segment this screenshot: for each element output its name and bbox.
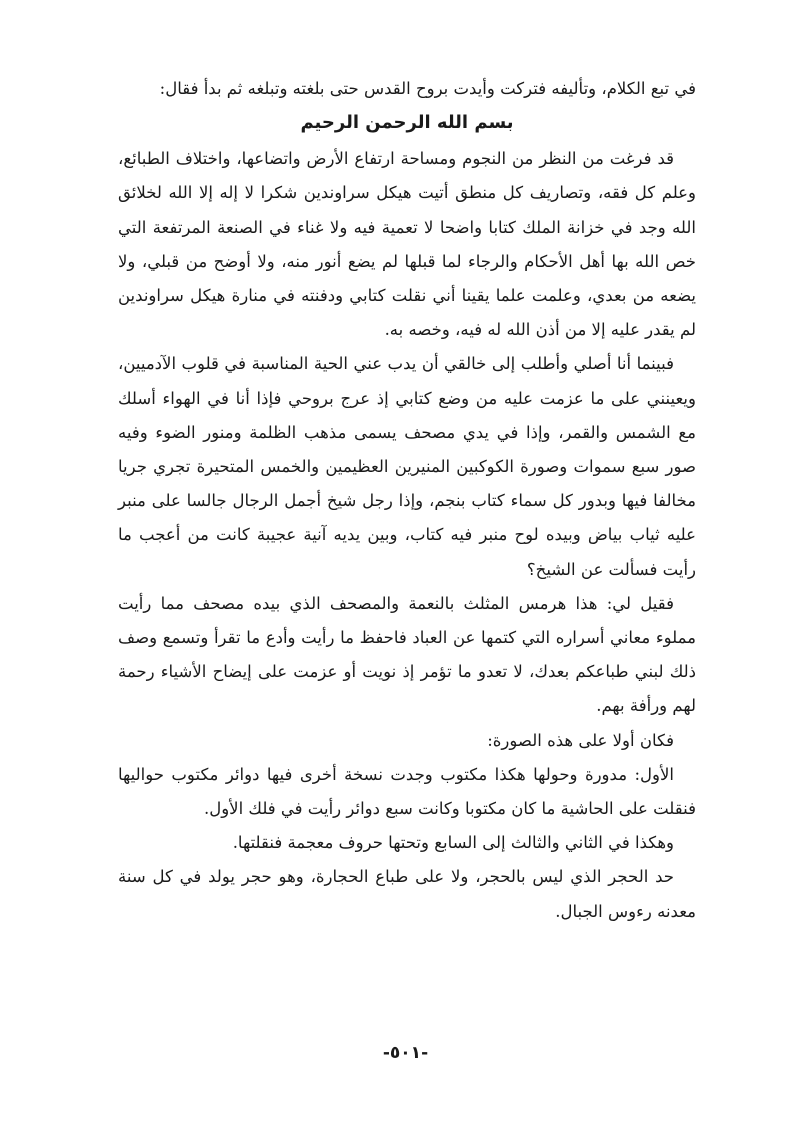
opening-line: في تبع الكلام، وتأليفه فتركت وأيدت بروح القدس حتى بلغته وتبلغه ثم بدأ فقال: [159,79,696,98]
paragraph: حد الحجر الذي ليس بالحجر، ولا على طباع الحجارة، وهو حجر يولد في كل سنة معدنه رءوس الجبال. [118,867,696,921]
paragraph: فبينما أنا أصلي وأطلب إلى خالقي أن يدب عني الحية المناسبة في قلوب الآدميين، ويعينني على ما عزمت عليه من وضع كتابي إذ عرج بروحي فإذا أنا في الهواء أسلك مع الشمس والقمر، وإذا في يدي مصحف يسمى مذهب الظلمة ومنور الضوء وفيه صور سبع سموات وصورة الكوكبين المنيرين العظيمين والخمس المتحيرة تجري جريا مخالفا فيها وبدور كل سماء كتاب بنجم، وإذا رجل شيخ أجمل الرجال جالسا على منبر عليه ثياب بياض وبيده لوح منبر فيه كتاب، وبين يديه آنية عجيبة كانت من أعجب ما رأيت فسألت عن الشيخ؟ [118,354,696,579]
basmala-heading: بسم الله الرحمن الرحيم [300,112,514,134]
paragraph: فقيل لي: هذا هرمس المثلث بالنعمة والمصحف الذي بيده مصحف مما رأيت مملوء معاني أسراره التي كتمها عن العباد فاحفظ ما رأيت وأدع ما تقرأ وتسمع وصف ذلك لبني طباعكم بعدك، لا تعدو ما تؤمر إذ نويت أو عزمت على إيضاح الأشياء رحمة لهم ورأفة بهم. [118,593,696,716]
page-number: -٥٠١- [382,1043,429,1063]
paragraph: الأول: مدورة وحولها هكذا مكتوب وجدت نسخة أخرى فيها دوائر مكتوب حواليها فنقلت على الحاشية ما كان مكتوبا وكانت سبع دوائر رأيت في فلك الأول. [118,764,696,819]
paragraph: قد فرغت من النظر من النجوم ومساحة ارتفاع الأرض واتضاعها، واختلاف الطبائع، وعلم كل فقه، وتصاريف كل منطق أتيت هيكل سراوندين شكرا لا إله إلا الله لخلائق الله وجد في خزانة الملك كتابا واضحا لا تعمية فيه ولا غناء في الصنعة المرتفعة التي خص الله بها أهل الأحكام والرجاء لما قبلها لم يضع أنور منه، ولا أوضح من قبلي، ولا يضعه من بعدي، وعلمت علما يقينا أني نقلت كتابي ودفنته في منارة هيكل سراوندين لم يقدر عليه إلا من أذن الله له فيه، وخصه به. [118,149,696,340]
paragraph: فكان أولا على هذه الصورة: [487,730,674,750]
paragraph: وهكذا في الثاني والثالث إلى السابع وتحتها حروف معجمة فنقلتها. [232,833,674,853]
page-body [118,72,696,929]
